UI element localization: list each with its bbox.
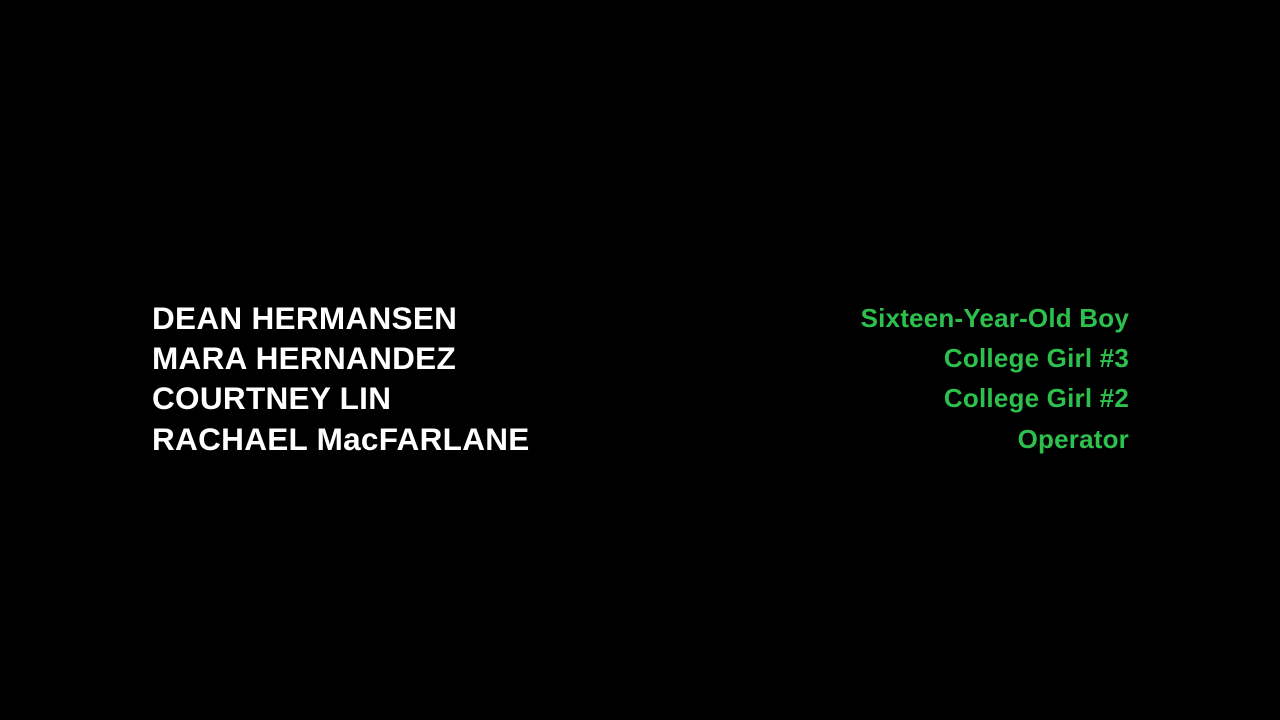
character-role: Sixteen-Year-Old Boy — [860, 302, 1129, 333]
actor-name: DEAN HERMANSEN — [152, 299, 458, 336]
actor-name: MARA HERNANDEZ — [152, 339, 457, 376]
character-role: Operator — [1017, 423, 1129, 454]
character-role: College Girl #2 — [943, 383, 1129, 414]
character-role: College Girl #3 — [943, 342, 1129, 373]
credit-row — [152, 338, 1129, 378]
credit-row — [152, 419, 1129, 459]
actor-name: RACHAEL MacFARLANE — [152, 420, 530, 457]
credit-row — [152, 298, 1129, 338]
credits-list — [152, 298, 1129, 459]
credit-row — [152, 379, 1129, 419]
actor-name: COURTNEY LIN — [152, 380, 392, 417]
